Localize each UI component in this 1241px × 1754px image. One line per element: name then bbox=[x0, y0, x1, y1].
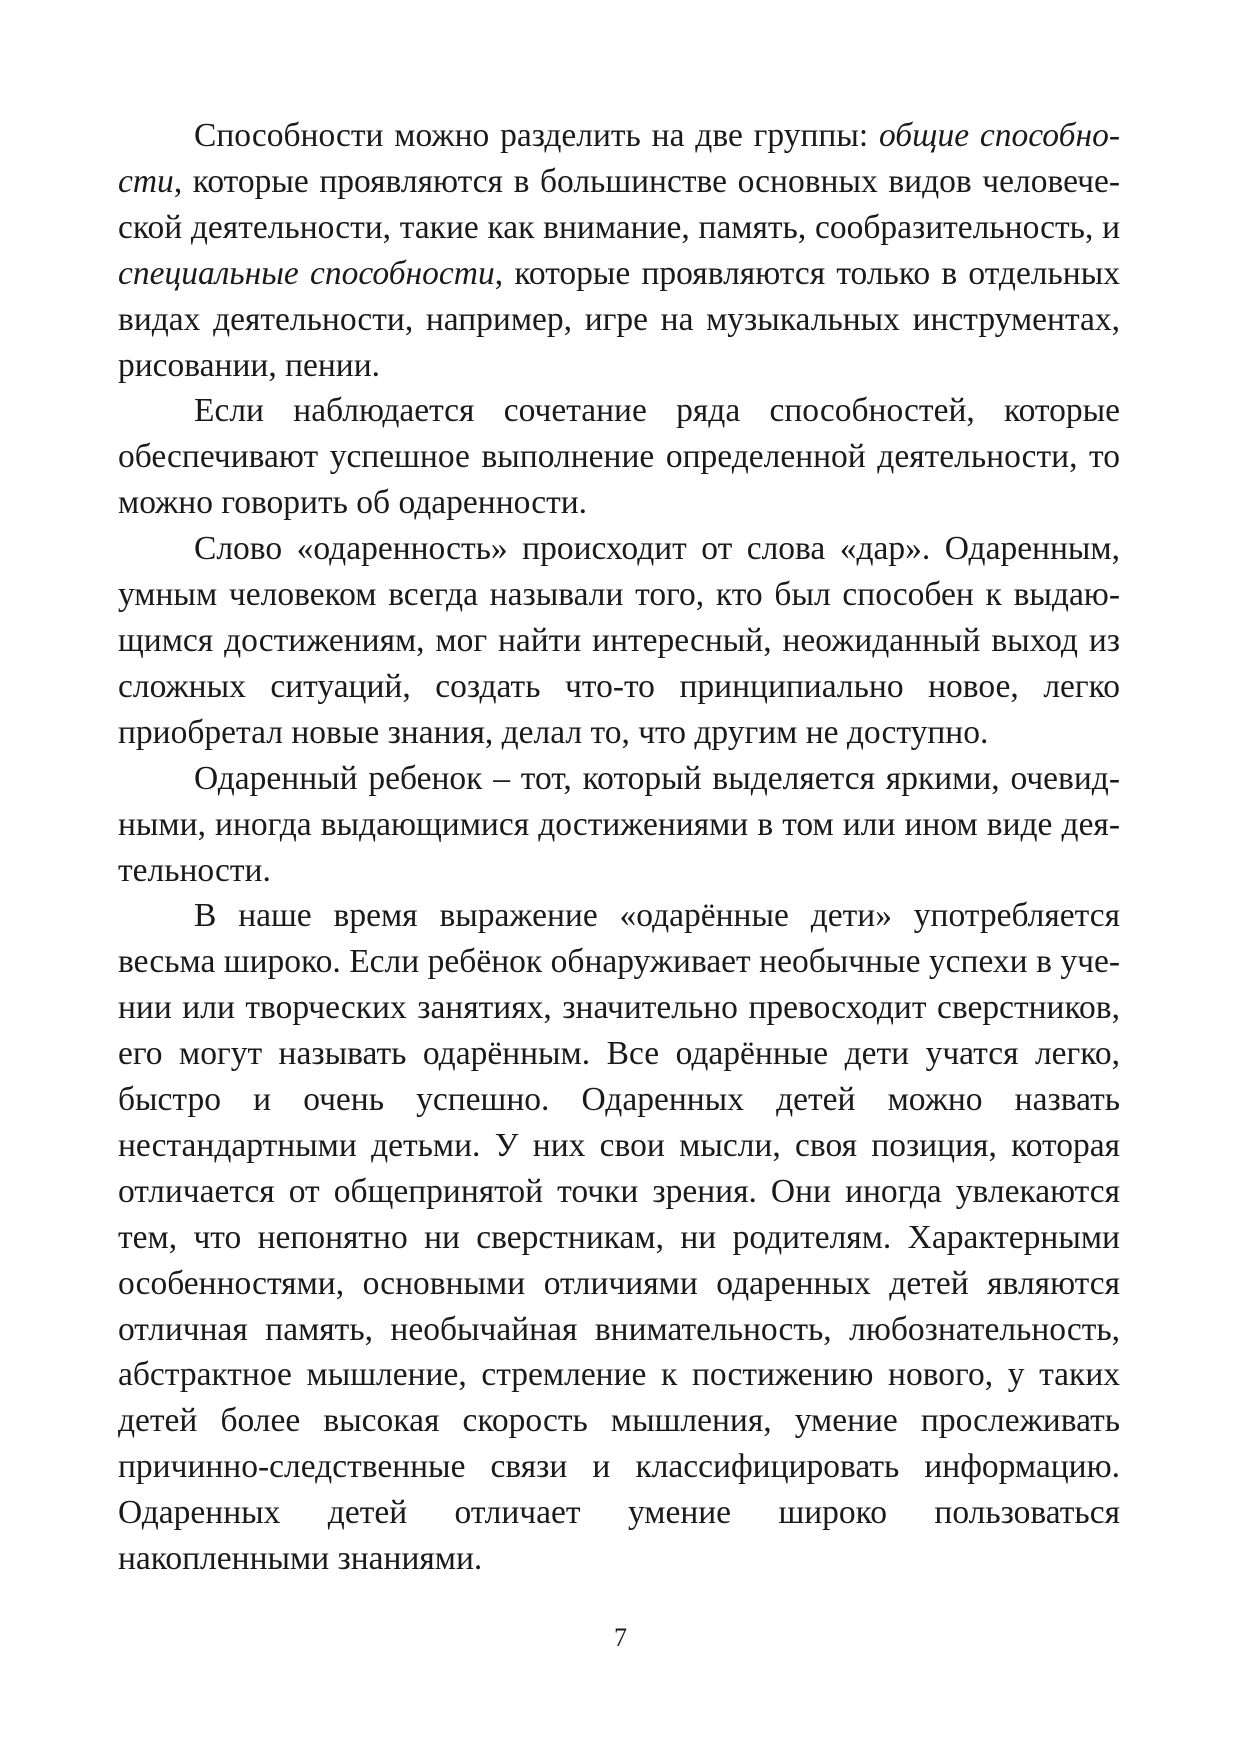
page-number: 7 bbox=[614, 1623, 627, 1652]
paragraph-gifted-child: Одаренный ребенок – тот, который выделяется яркими, очевидными, иногда выдающимися достижениями в том или ином виде деятельности. bbox=[118, 759, 1120, 889]
general-abilities-term: общие способности bbox=[118, 117, 1120, 200]
special-abilities-term: специальные способности bbox=[118, 254, 495, 292]
paragraph-1-text-a: Способности можно разделить на две группы: bbox=[194, 117, 879, 154]
paragraph-1-text-c: , которые проявляются только в отдельных видах деятельности, например, игре на музыкальных инструментах, рисовании, пении. bbox=[118, 254, 1120, 384]
page-body-text bbox=[118, 113, 1120, 1582]
paragraph-abilities-groups bbox=[118, 113, 1120, 388]
paragraph-giftedness-definition: Если наблюдается сочетание ряда способностей, которые обеспечивают успешное выполнение определенной деятельности, то можно говорить об одаренности. bbox=[118, 392, 1120, 522]
paragraph-1-text-b: , которые проявляются в большинстве основных видов человеческой деятельности, такие как внимание, память, сообразительность, и bbox=[118, 162, 1120, 246]
paragraph-word-origin: Слово «одаренность» происходит от слова «дар». Одаренным, умным человеком всегда называли того, кто был способен к выдающимся достижениям, мог найти интересный, неожиданный выход из сложных ситуаций, создать что-то принципиально новое, легко приобретал новые знания, делал то, что другим не доступно. bbox=[118, 530, 1120, 751]
paragraph-gifted-children-traits: В наше время выражение «одарённые дети» употребляется весьма широко. Если ребёнок обнаруживает необычные успехи в учении или творческих занятиях, значительно превосходит сверстников, его могут называть одарённым. Все одарённые дети учатся легко, быстро и очень успешно. Одаренных детей можно назвать нестандартными детьми. У них свои мысли, своя позиция, которая отличается от общепринятой точки зрения. Они иногда увлекаются тем, что непонятно ни сверстникам, ни родителям. Характерными особенностями, основными отличиями одаренных детей являются отличная память, необычайная внимательность, любознательность, абстрактное мышление, стремление к постижению нового, у таких детей более высокая скорость мышления, умение прослеживать причинно-следственные связи и классифицировать информацию. Одаренных детей отличает умение широко пользоваться накопленными знаниями. bbox=[118, 897, 1120, 1578]
